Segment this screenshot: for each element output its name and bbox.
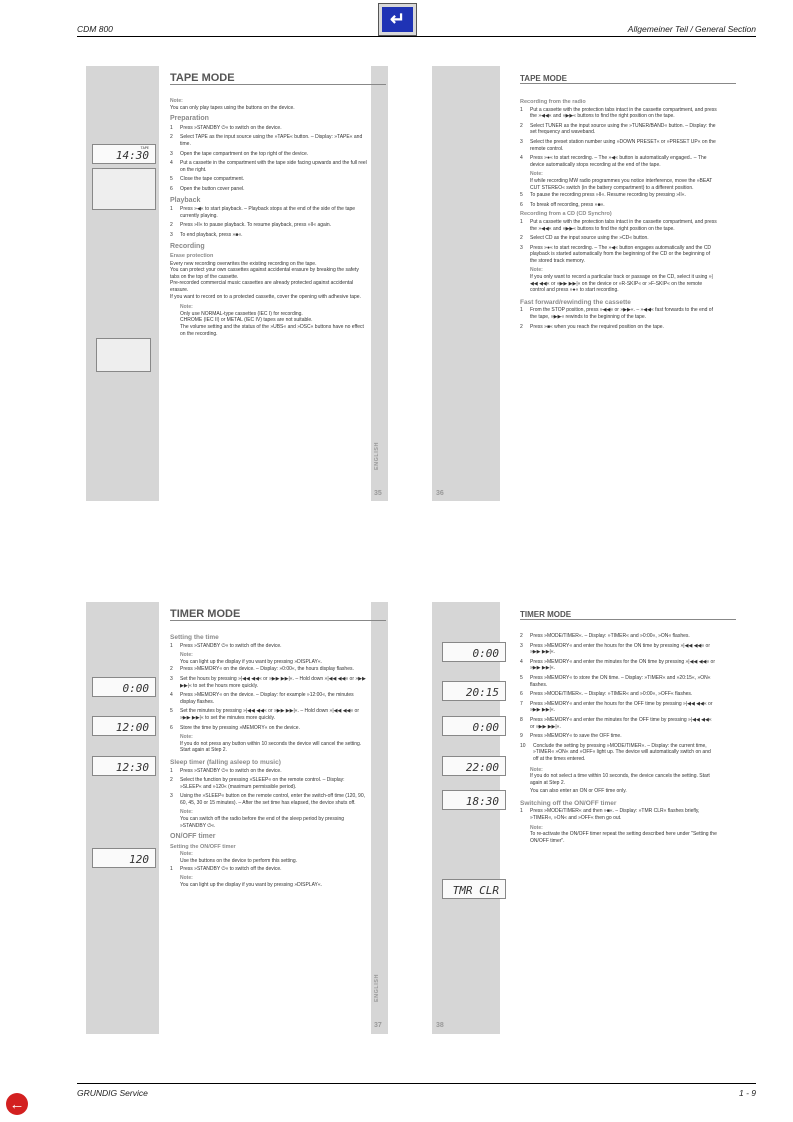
- page37-title: TIMER MODE: [170, 608, 386, 621]
- page38-number: 38: [436, 1022, 444, 1029]
- lcd-current-time: 18:30: [442, 790, 506, 810]
- page36-title: TAPE MODE: [520, 74, 736, 84]
- page37-sidebar: [86, 602, 159, 1034]
- lcd-tape: TAPE 14:30: [92, 144, 156, 164]
- footer-left: GRUNDIG Service: [77, 1088, 148, 1098]
- lcd-sleep: 120: [92, 848, 156, 868]
- page35-body: Note: You can only play tapes using the buttons on the device. Preparation 1 Press »STANDBY ⏻« to switch on the device. 2 Select TAPE as the input source using the »TAPE« button. – Display: »TAPE« and time. 3 Open the tape compartment on the top right of the device. 4 Put a cassette in the compartment with the tape side facing upwards and the full reel on the right. 5 Close the tape compartment. 6 Open the button cover panel. Playback 1 Press »◀« to start playback. – Playback stops at the end of the side of the tape currently playing. 2 Press »II« to pause playback. To resume playback, press »II« again. 3 To end playback, press »■«. Recording Erase protection Every new recording overwrites the existing recording on the tape. You can protect your own cassettes against accidental erasure by breaking the safety tabs on the top of the cassette. Pre-recorded commercial music cassettes are already protected against accidental erasure. If you want to record on to a protected cassette, cover the opening with adhesive tape. Note: Only use NORMAL-type cassettes (IEC I) for recording. CHROME (IEC II) or METAL (IEC IV) tapes are not suitable. The volume setting and the status of the »UBS« and »DSC« buttons have no effect on the recording.: [170, 98, 367, 337]
- page36-sidebar: [432, 66, 500, 501]
- page35-title: TAPE MODE: [170, 72, 386, 85]
- footer-right: 1 - 9: [738, 1088, 756, 1098]
- page36-body: Recording from the radio 1 Put a cassette with the protection tabs intact in the cassette compartment, and press the »◀◀« and »▶▶« buttons to find the right position on the tape. 2 Select TUNER as the input source using the »TUNER/BAND« button. – Display: the set frequency and waveband. 3 Select the preset station number using »DOWN PRESET« or »PRESET UP« on the remote control. 4 Press »●« to start recording. – The »◀« button is automatically engaged.. – The device automatically stops recording at the end of the tape. Note: If while recording MW radio programmes you notice interference, move the »BEAT CUT STEREO« switch (in the battery compartment) to a different position. 5 To pause the recording press »II«. Resume recording by pressing »II«. 6 To break off recording, press »■«. Recording from a CD (CD Synchro) 1 Put a cassette with the protection tabs intact in the cassette compartment, and press the »◀◀« and »▶▶« buttons to find the right position on the tape. 2 Select CD as the input source using the »CD« button. 3 Press »●« to start recording. – The »◀« button engages automatically and the CD playback is started automatically from the beginning of the CD or the beginning of the stored track memory. Note: If you only want to record a particular track or passage on the CD, select it using »|◀◀ ◀◀« or »▶▶ ▶▶|« on the device or »R-SKIP« or »F-SKIP« on the remote control and press »●« to start recording. Fast forward/rewinding the cassette 1 From the STOP position, press »◀◀« or »▶▶«. – »◀◀« fast forwards to the end of the tape, »▶▶« rewinds to the beginning of the tape. 2 Press »■« when you reach the required position on the tape.: [520, 99, 717, 330]
- cassette-compartment-image: [92, 168, 156, 210]
- back-button[interactable]: [378, 3, 417, 36]
- return-arrow-icon: ↵: [382, 7, 413, 32]
- lcd-time-0: 0:00: [92, 677, 156, 697]
- page38-sidebar: [432, 602, 500, 1034]
- cassette-tabs-image: [96, 338, 151, 372]
- page35-number: 35: [374, 490, 382, 497]
- page35-language-tab: ENGLISH: [374, 442, 380, 470]
- lcd-on-2015: 20:15: [442, 681, 506, 701]
- page35-right-bar: [371, 66, 388, 501]
- page38-title: TIMER MODE: [520, 610, 736, 620]
- page38-body: 2 Press »MODE/TIMER«. – Display: »TIMER« and »0:00«, »ON« flashes. 3 Press »MEMORY« and enter the hours for the ON time by pressing »|◀◀ ◀◀« or »▶▶ ▶▶|«. 4 Press »MEMORY« and enter the minutes for the ON time by pressing »|◀◀ ◀◀« or »▶▶ ▶▶|«. 5 Press »MEMORY« to store the ON time. – Display: »TIMER« and »20:15«, »ON« flashes. 6 Press »MODE/TIMER«. – Display: »TIMER« and »0:00«, »OFF« flashes. 7 Press »MEMORY« and enter the hours for the OFF time by pressing »|◀◀ ◀◀« or »▶▶ ▶▶|«. 8 Press »MEMORY« and enter the minutes for the OFF time by pressing »|◀◀ ◀◀« or »▶▶ ▶▶|«. 9 Press »MEMORY« to save the OFF time. 10 Conclude the setting by pressing »MODE/TIMER«. – Display: the current time, »TIMER« »ON« and »OFF« light up. The device will automatically switch on and off at the times entered. Note: If you do not select a time within 10 seconds, the device cancels the setting. Start again at Step 2. You can also enter an ON or OFF time only. Switching off the ON/OFF timer 1 Press »MODE/TIMER« and then »■«. – Display: »TMR CLR« flashes briefly, »TIMER«, »ON« and »OFF« then go out. Note: To re-activate the ON/OFF timer repeat the setting described here under "Setting the ON/OFF timer".: [520, 633, 717, 844]
- page37-right-bar: [371, 602, 388, 1034]
- page36-number: 36: [436, 490, 444, 497]
- header-rule: [77, 36, 756, 37]
- page35-sidebar: [86, 66, 159, 501]
- footer-rule: [77, 1083, 756, 1084]
- lcd-time-12: 12:00: [92, 716, 156, 736]
- header-right: Allgemeiner Teil / General Section: [627, 24, 756, 34]
- lcd-on-0: 0:00: [442, 642, 506, 662]
- header-left: CDM 800: [77, 24, 113, 34]
- lcd-off-0: 0:00: [442, 716, 506, 736]
- lcd-tmr-clr: TMR CLR: [442, 879, 506, 899]
- previous-page-arrow-icon[interactable]: ←: [6, 1093, 28, 1115]
- lcd-off-2200: 22:00: [442, 756, 506, 776]
- lcd-time-1230: 12:30: [92, 756, 156, 776]
- page37-number: 37: [374, 1022, 382, 1029]
- page37-body: Setting the time 1 Press »STANDBY ⏻« to switch off the device. Note: You can light up the display if you want by pressing »DISPLAY«. 2 Press »MEMORY« on the device. – Display: »0:00«, the hours display flashes. 3 Set the hours by pressing »|◀◀ ◀◀« or »▶▶ ▶▶|«. – Hold down »|◀◀ ◀◀« or »▶▶ ▶▶|« to set the hours more quickly. 4 Press »MEMORY« on the device. – Display: for example »12:00«, the minutes display flashes. 5 Set the minutes by pressing »|◀◀ ◀◀« or »▶▶ ▶▶|«. – Hold down »|◀◀ ◀◀« or »▶▶ ▶▶|« to set the minutes more quickly. 6 Store the time by pressing »MEMORY« on the device. Note: If you do not press any button within 10 seconds the device will cancel the setting. Start again at Step 2. Sleep timer (falling asleep to music) 1 Press »STANDBY ⏻« to switch on the device. 2 Select the function by pressing »SLEEP« on the remote control. – Display: »SLEEP« and »120« (maximum permissible period). 3 Using the »SLEEP« button on the remote control, enter the switch-off time (120, 90, 60, 45, 30 or 15 minutes). – After the set time has elapsed, the device shuts off. Note: You can switch off the radio before the end of the sleep period by pressing »STANDBY ⏻«. ON/OFF timer Setting the ON/OFF timer Note: Use the buttons on the device to perform this setting. 1 Press »STANDBY ⏻« to switch off the device. Note: You can light up the display if you want by pressing »DISPLAY«.: [170, 634, 366, 888]
- page37-language-tab: ENGLISH: [374, 974, 380, 1002]
